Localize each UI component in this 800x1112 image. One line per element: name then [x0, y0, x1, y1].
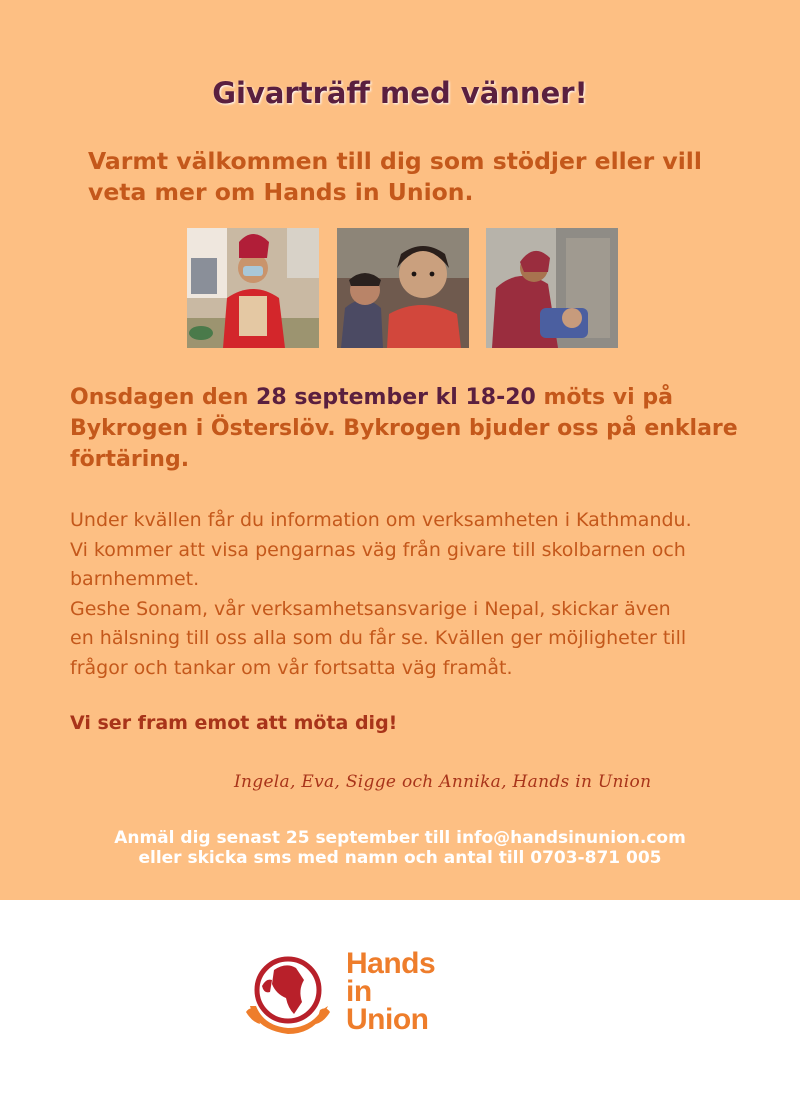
- logo-word-union: Union: [346, 1003, 429, 1036]
- hands-in-union-logo: [246, 947, 486, 1042]
- description-line: Geshe Sonam, vår verksamhetsansvarige i Nepal, skickar även: [70, 597, 671, 620]
- logo-text: [346, 947, 436, 1036]
- closing-text: Vi ser fram emot att möta dig!: [70, 712, 398, 734]
- event-date: 28 september kl 18-20: [256, 385, 536, 410]
- event-part1: Onsdagen den: [70, 385, 257, 410]
- signature: Ingela, Eva, Sigge och Annika, Hands in Union: [234, 772, 652, 792]
- description-line: Vi kommer att visa pengarnas väg från givare till skolbarnen och: [70, 538, 686, 561]
- logo-word-hands: Hands: [346, 947, 436, 980]
- description-line: en hälsning till oss alla som du får se. Kvällen ger möjligheter till: [70, 627, 687, 649]
- signup-line-2: eller skicka sms med namn och antal till 0703-871 005: [138, 848, 662, 868]
- event-part2: möts vi på Bykrogen i Österslöv. Bykrogen bjuder oss på enklare förtäring.: [70, 385, 738, 472]
- signup-line-1: Anmäl dig senast 25 september till info@handsinunion.com: [114, 828, 686, 848]
- description-line: Under kvällen får du information om verksamheten i Kathmandu.: [70, 509, 692, 531]
- event-description: [70, 506, 770, 683]
- welcome-text: Varmt välkommen till dig som stödjer eller vill veta mer om Hands in Union.: [88, 147, 702, 206]
- logo-word-in: in: [346, 975, 372, 1008]
- photo-woman-with-child: [486, 228, 618, 348]
- photo-two-children: [337, 228, 469, 348]
- event-details: [70, 382, 770, 475]
- description-line: barnhemmet.: [70, 568, 200, 590]
- photo-man-with-child: [187, 228, 319, 348]
- description-line: frågor och tankar om vår fortsatta väg framåt.: [70, 656, 513, 679]
- globe-hands-icon: [246, 950, 342, 1042]
- page-title: Givarträff med vänner!: [212, 76, 588, 110]
- signup-info: [0, 828, 800, 868]
